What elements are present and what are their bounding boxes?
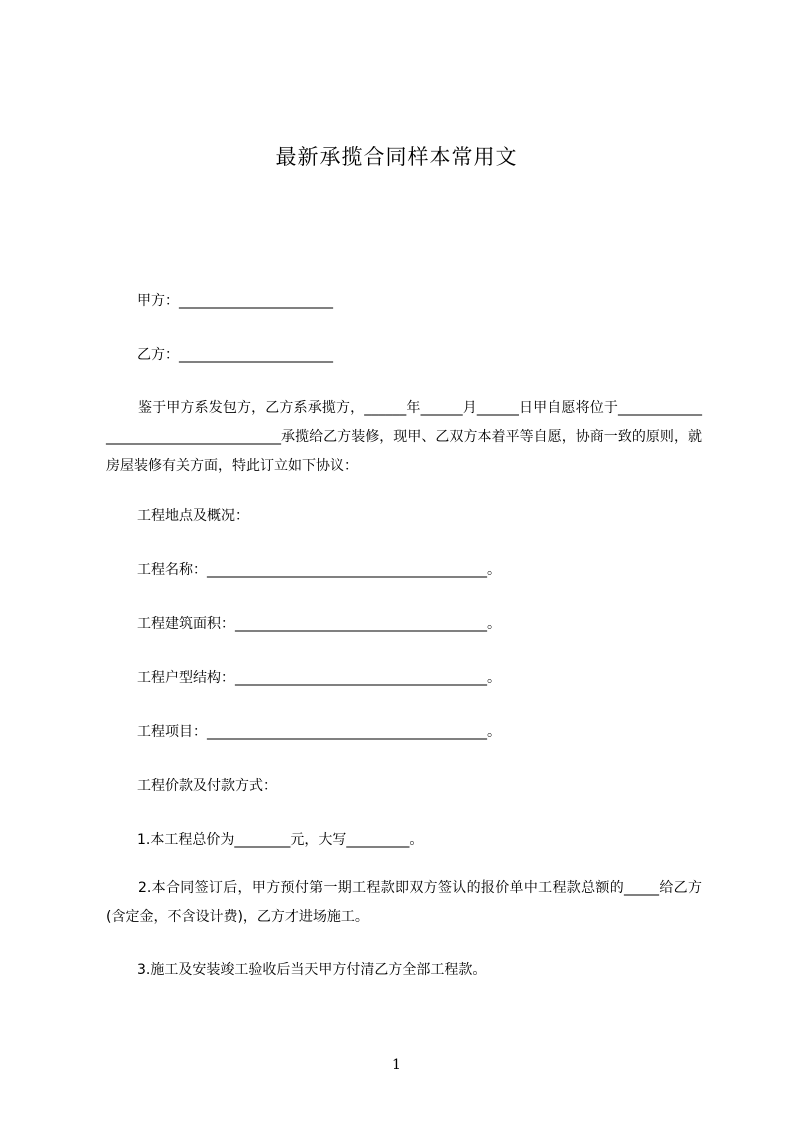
project-name-line: 工程名称：________________________________________。 bbox=[137, 562, 501, 578]
unit-structure-line: 工程户型结构：____________________________________。 bbox=[137, 670, 501, 686]
page-number: 1 bbox=[392, 1057, 401, 1073]
clause-2: 2.本合同签订后，甲方预付第一期工程款即双方签认的报价单中工程款总额的_____给乙方(含定金，不含设计费)，乙方才进场施工。 bbox=[106, 880, 702, 925]
project-items-line: 工程项目：________________________________________。 bbox=[137, 724, 501, 740]
section-heading-payment: 工程价款及付款方式： bbox=[137, 778, 277, 794]
document-title: 最新承揽合同样本常用文 bbox=[275, 145, 518, 169]
clause-1: 1.本工程总价为________元，大写_________。 bbox=[137, 832, 424, 848]
section-heading-location: 工程地点及概况： bbox=[137, 508, 249, 524]
intro-paragraph: 鉴于甲方系发包方，乙方系承揽方，______年______月______日甲自愿将位于_____________________________________承揽给乙方装修，现甲、乙双方本着平等自愿，协商一致的原则，就房屋装修有关方面，特此订立如下协议： bbox=[106, 400, 702, 474]
party-a-line: 甲方：______________________ bbox=[137, 293, 333, 309]
building-area-line: 工程建筑面积：____________________________________。 bbox=[137, 616, 501, 632]
clause-3: 3.施工及安装竣工验收后当天甲方付清乙方全部工程款。 bbox=[137, 962, 487, 978]
party-b-line: 乙方：______________________ bbox=[137, 347, 333, 363]
